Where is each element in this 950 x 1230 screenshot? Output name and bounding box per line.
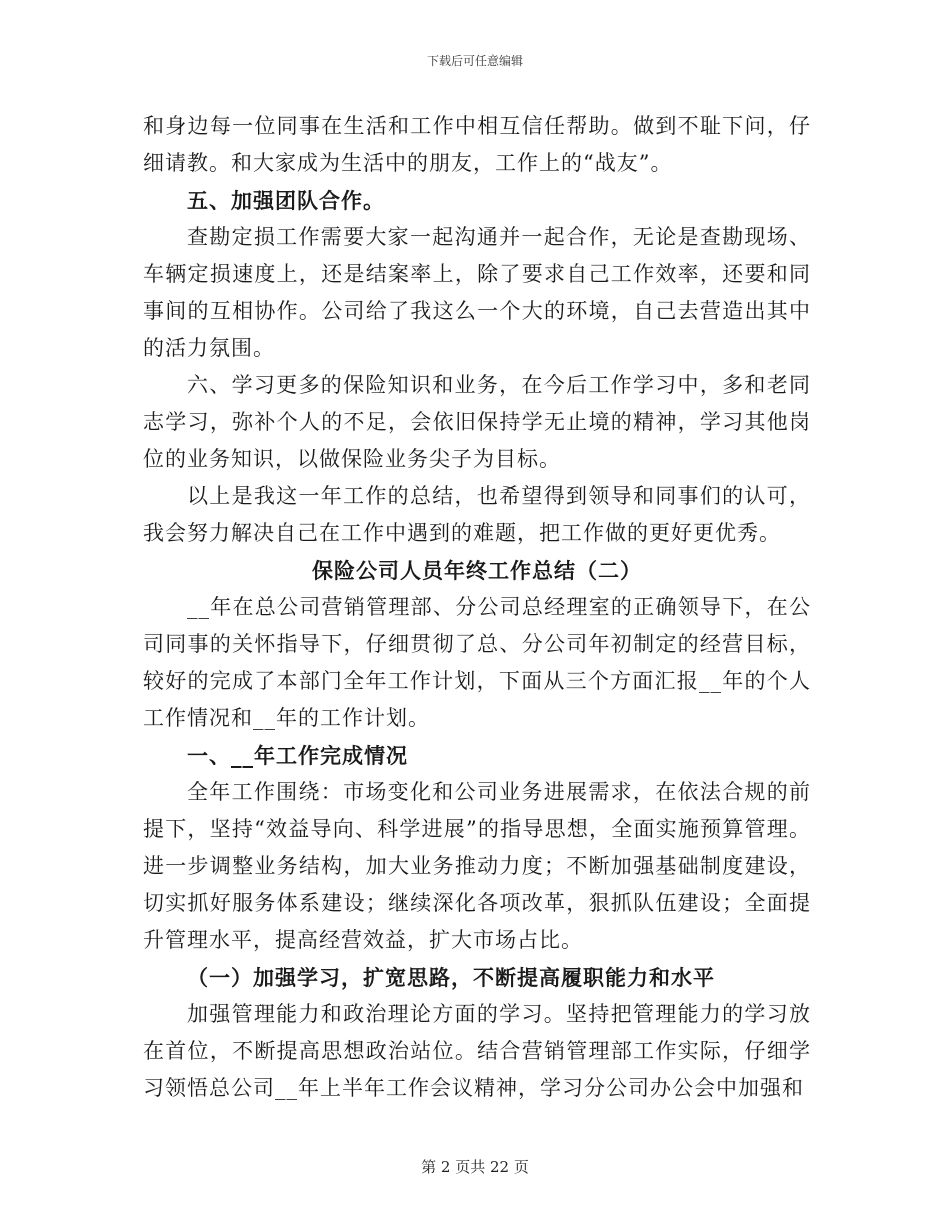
paragraph-teamwork: 查勘定损工作需要大家一起沟通并一起合作，无论是查勘现场、车辆定损速度上，还是结案率上，除了要求自己工作效率，还要和同事间的互相协作。公司给了我这么一个大的环境，自己去营造出其中的活力氛围。 [143, 225, 811, 360]
paragraph-learning: 六、学习更多的保险知识和业务，在今后工作学习中，多和老同志学习，弥补个人的不足，会依旧保持学无止境的精神，学习其他岗位的业务知识，以做保险业务尖子为目标。 [143, 373, 811, 471]
page-footer: 第 2 页共 22 页 [421, 1158, 529, 1176]
section-heading-teamwork: 五、加强团队合作。 [187, 188, 385, 213]
document-body [143, 108, 811, 1107]
paragraph-study: 加强管理能力和政治理论方面的学习。坚持把管理能力的学习放在首位，不断提高思想政治站位。结合营销管理部工作实际，仔细学习领悟总公司__年上半年工作会议精神，学习分公司办公会中加强和 [143, 1002, 811, 1100]
paragraph-work-overview: 全年工作围绕：市场变化和公司业务进展需求，在依法合规的前提下，坚持“效益导向、科学进展”的指导思想，全面实施预算管理。进一步调整业务结构，加大业务推动力度；不断加强基础制度建设，切实抓好服务体系建设；继续深化各项改革，狠抓队伍建设；全面提升管理水平，提高经营效益，扩大市场占比。 [143, 780, 811, 952]
section-heading-work-completion: 一、__年工作完成情况 [187, 743, 408, 768]
document-title-part-two: 保险公司人员年终工作总结（二） [312, 558, 642, 583]
paragraph-continuation: 和身边每一位同事在生活和工作中相互信任帮助。做到不耻下问，仔细请教。和大家成为生活中的朋友，工作上的“战友”。 [143, 114, 811, 175]
page-header: 下载后可任意编辑 [426, 54, 523, 68]
subsection-heading-study: （一）加强学习，扩宽思路，不断提高履职能力和水平 [187, 965, 715, 990]
paragraph-conclusion: 以上是我这一年工作的总结，也希望得到领导和同事们的认可，我会努力解决自己在工作中遇到的难题，把工作做的更好更优秀。 [143, 484, 811, 545]
paragraph-intro: __年在总公司营销管理部、分公司总经理室的正确领导下，在公司同事的关怀指导下，仔细贯彻了总、分公司年初制定的经营目标，较好的完成了本部门全年工作计划，下面从三个方面汇报__年的个人工作情况和__年的工作计划。 [143, 595, 811, 730]
